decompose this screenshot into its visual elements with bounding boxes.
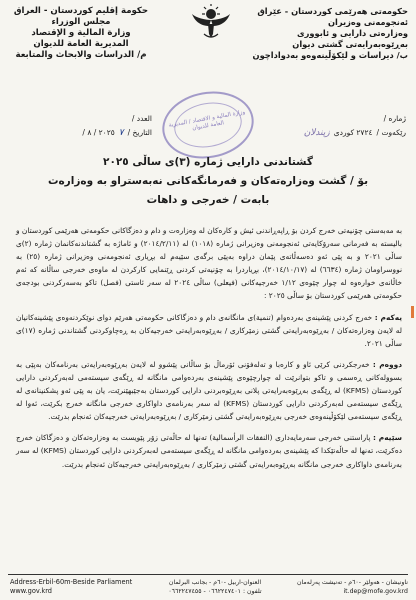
paragraph-text: خەرجكردنی كرێی ئاو و كارەبا و تەلەفۆنی ئۆرماڵ بۆ ساڵانی پێشوو لە لایەن بەڕێوەبەرایەتی بەرنامەكان بەپێی بە بسوولەكانی ڕەسمی و تاكو بتوانرێت لە چوارچێوەی پێشینەی بەردەوامی مانگانە لە ڕێگەی سیستەمی لەبەركردنی دارایی كوردستان (KFMS) لە ڕێگەی بەڕێوەبەرایەتی پلانی بەڕێوەبردنی دارایی كوردستان بەجێبهێنرێت، یان بە پێی ئەو پشكنینانەی لە ڕێگەی سیستەمی لەبەركردنی دارایی كوردستان (KFMS) لە سەر بەرنامەی داواكاری خەرجی مانگانە خەرج بكرێت، ئەوا لە ڕێگەی سیستەمی لێكۆڵینەوەی خەرجی بەڕێوەبەرایەتی گشتی زمێركاری / بەڕێوەبەرایەتی خەرجیەكان ئەنجام بدرێت.: [16, 359, 402, 422]
footer-phone: تلفون : ٠٦٦٢٢٤٧٤٠١ - ٠٦٦٢٢٤٧٤٥٥: [168, 588, 262, 595]
date-value: ٢٠٢٥ / ٨ /: [82, 128, 115, 137]
date-handwritten: ٧: [118, 128, 124, 138]
number-row-ku: [276, 112, 406, 126]
margin-mark: [411, 306, 414, 318]
body-paragraph: [16, 311, 402, 350]
paragraph-text: بە مەبەستی چۆنیەتی خەرج كردن بۆ ڕاپەڕاندنی ئیش و كارەكان لە وەزارەت و دام و دەزگاكانی حكومەتی هەرێمی كوردستان و بالیستە بە فەرمانی سەرۆكایەتی ئەنجومەنی وەزیرانی ژمارە (١٠١٨) لە (٢٠١٤/٢/١١) و ئاماژە بە گشتاندنەكانمان ژمارە (٢)ی ساڵی ٢٠٢١ و بە پێی ئەو دەسەڵاتەی پێمان دراوە بەپێی برگەی سێیەم لە بڕیاری ئەنجومەنی وەزیرانی ژمارە (٢٥) بە نووسراومان ژمارە (٦٦٣٤) لە (٢٠١٤/١٠/١٧)، بڕیاردرا بە چۆنیەتی كردنی ڕێنمایی كاركردن لە ماوەی خەرجی ساڵانە كە ئەم خاڵانەی خوارەوە لە چوار چێوەی ١/١٢ خەرجیەكانی (فیعلی) ساڵی ٢٠٢٤ لە سەر ئاستی (فصل) تاكو بەسەركردنی بودجەی حكومەتی هەرێمی كوردستان بۆ ساڵی ٢٠٢٥ :: [16, 226, 402, 301]
subject-line: بابەت / خەرجی و داهات: [146, 194, 270, 206]
header-ku-line: ئەنجومەنی وەزیران: [327, 17, 408, 27]
header-ku-line: بەڕێوەبەرایەتی گشتی دیوان: [292, 39, 408, 49]
document-titles: [20, 153, 396, 210]
number-label: العدد /: [131, 114, 152, 123]
number-row: [20, 112, 152, 126]
kurdistan-emblem-icon: [190, 4, 232, 40]
body-paragraph: [16, 431, 402, 470]
body-paragraph: [16, 358, 402, 423]
date-row: [20, 126, 152, 140]
paragraph-text: پاراستنی خەرجی سەرمایەداری (النفقات الرأسمالية) تەنها لە حاڵەتی زۆر پێویست بە وەزارەتەكان و دەزگاكان خەرج دەكرێت، تەنها لە حاڵەتێكدا كە پێشینەی بەردەوامی مانگانە لە ڕێگەی سیستەمی لەبەركردنی دارایی كوردستان (KFMS) لە سەر بەرنامەی داواكاری خەرجی مانگانە بەڕێوەبەرایەتی گشتی زمێركاری / بەڕێوەبەرایەتی خەرجیەكان ئەنجام بدرێت.: [16, 433, 402, 469]
footer-address-ku: ناونیشان - هەولێر -٦٠م - تەنیشت پەرلەمان: [296, 579, 408, 586]
footer-english: [10, 578, 132, 596]
footer-kurdish: [278, 578, 408, 596]
date-value-ku: ٢٧٢٤ كوردی: [333, 128, 373, 137]
body-paragraph: [16, 224, 402, 303]
circular-title: گشتاندنی دارایی ژمارە (٣)ی ساڵی ٢٠٢٥: [103, 156, 313, 168]
paragraph-text: خەرج كردنی پێشینەی بەردەوام (تنمیة)ی مانگانەی دام و دەزگاكانی حكومەتی هەرێم دوای نوێكردنەوەی پێشینەكانیان لە لایەن وەزارەتەكان / بەڕێوەبەرایەتی گشتی زمێركاری / بەڕێوەبەرایەتی خەرجیەكان بە ڕەچاوكردنی گشتاندنی ژمارە (١٧)ی ساڵی ٢٠٢١.: [16, 312, 402, 348]
header-kurdish: [250, 6, 408, 61]
header-ku-line: وەزارەتی دارایی و ئابووری: [297, 28, 408, 38]
header-ar-line: مجلس الوزراء: [51, 17, 111, 27]
date-label: التاريخ /: [127, 128, 152, 137]
footer-email: it.dep@mofe.gov.krd: [343, 588, 408, 595]
header-ar-line: م/ الدراسات والابحاث والمتابعة: [15, 50, 147, 60]
header-arabic: [6, 6, 156, 61]
footer-address-ar: العنوان-اربيل -٦٠م - بجانب البرلمان: [168, 579, 262, 586]
paragraph-lead: یەكەم :: [374, 312, 403, 322]
header-ku-line: حكومەتی هەرێمی كوردستان - عێراق: [257, 6, 408, 16]
handwritten-note: زیندلان: [303, 128, 330, 138]
footer-divider: [8, 574, 408, 575]
header-ar-line: المديرية العامة للديوان: [33, 39, 129, 49]
number-label-ku: ژمارە /: [383, 114, 406, 123]
reference-kurdish: [276, 112, 406, 140]
footer-address: Address-Erbil-60m-Beside Parliament: [10, 578, 133, 586]
stamp-text: وزارة المالية و الاقتصاد / المديرية العامة للديوان: [168, 109, 246, 132]
document-body: [16, 224, 402, 479]
paragraph-lead: سێیەم :: [373, 433, 402, 443]
header-ku-line: ب/ دیراسات و لێکۆڵینەوەو بەدواداچون: [252, 50, 408, 60]
reference-arabic: [20, 112, 152, 140]
date-row-ku: [276, 126, 406, 140]
footer-arabic: [150, 578, 280, 596]
date-label-ku: رێكەوت /: [376, 128, 406, 137]
paragraph-lead: دووەم :: [372, 359, 402, 369]
header-ar-line: وزارة المالية و الإقتصاد: [31, 28, 131, 38]
addressee-line: بۆ / گشت وەزارەتەكان و فەرمانگەكانی نەبەستراو بە وەزارەت: [47, 175, 369, 187]
header-ar-line: حكومة إقليم كوردستان - العراق: [13, 6, 149, 16]
footer-website: www.gov.krd: [10, 587, 52, 595]
